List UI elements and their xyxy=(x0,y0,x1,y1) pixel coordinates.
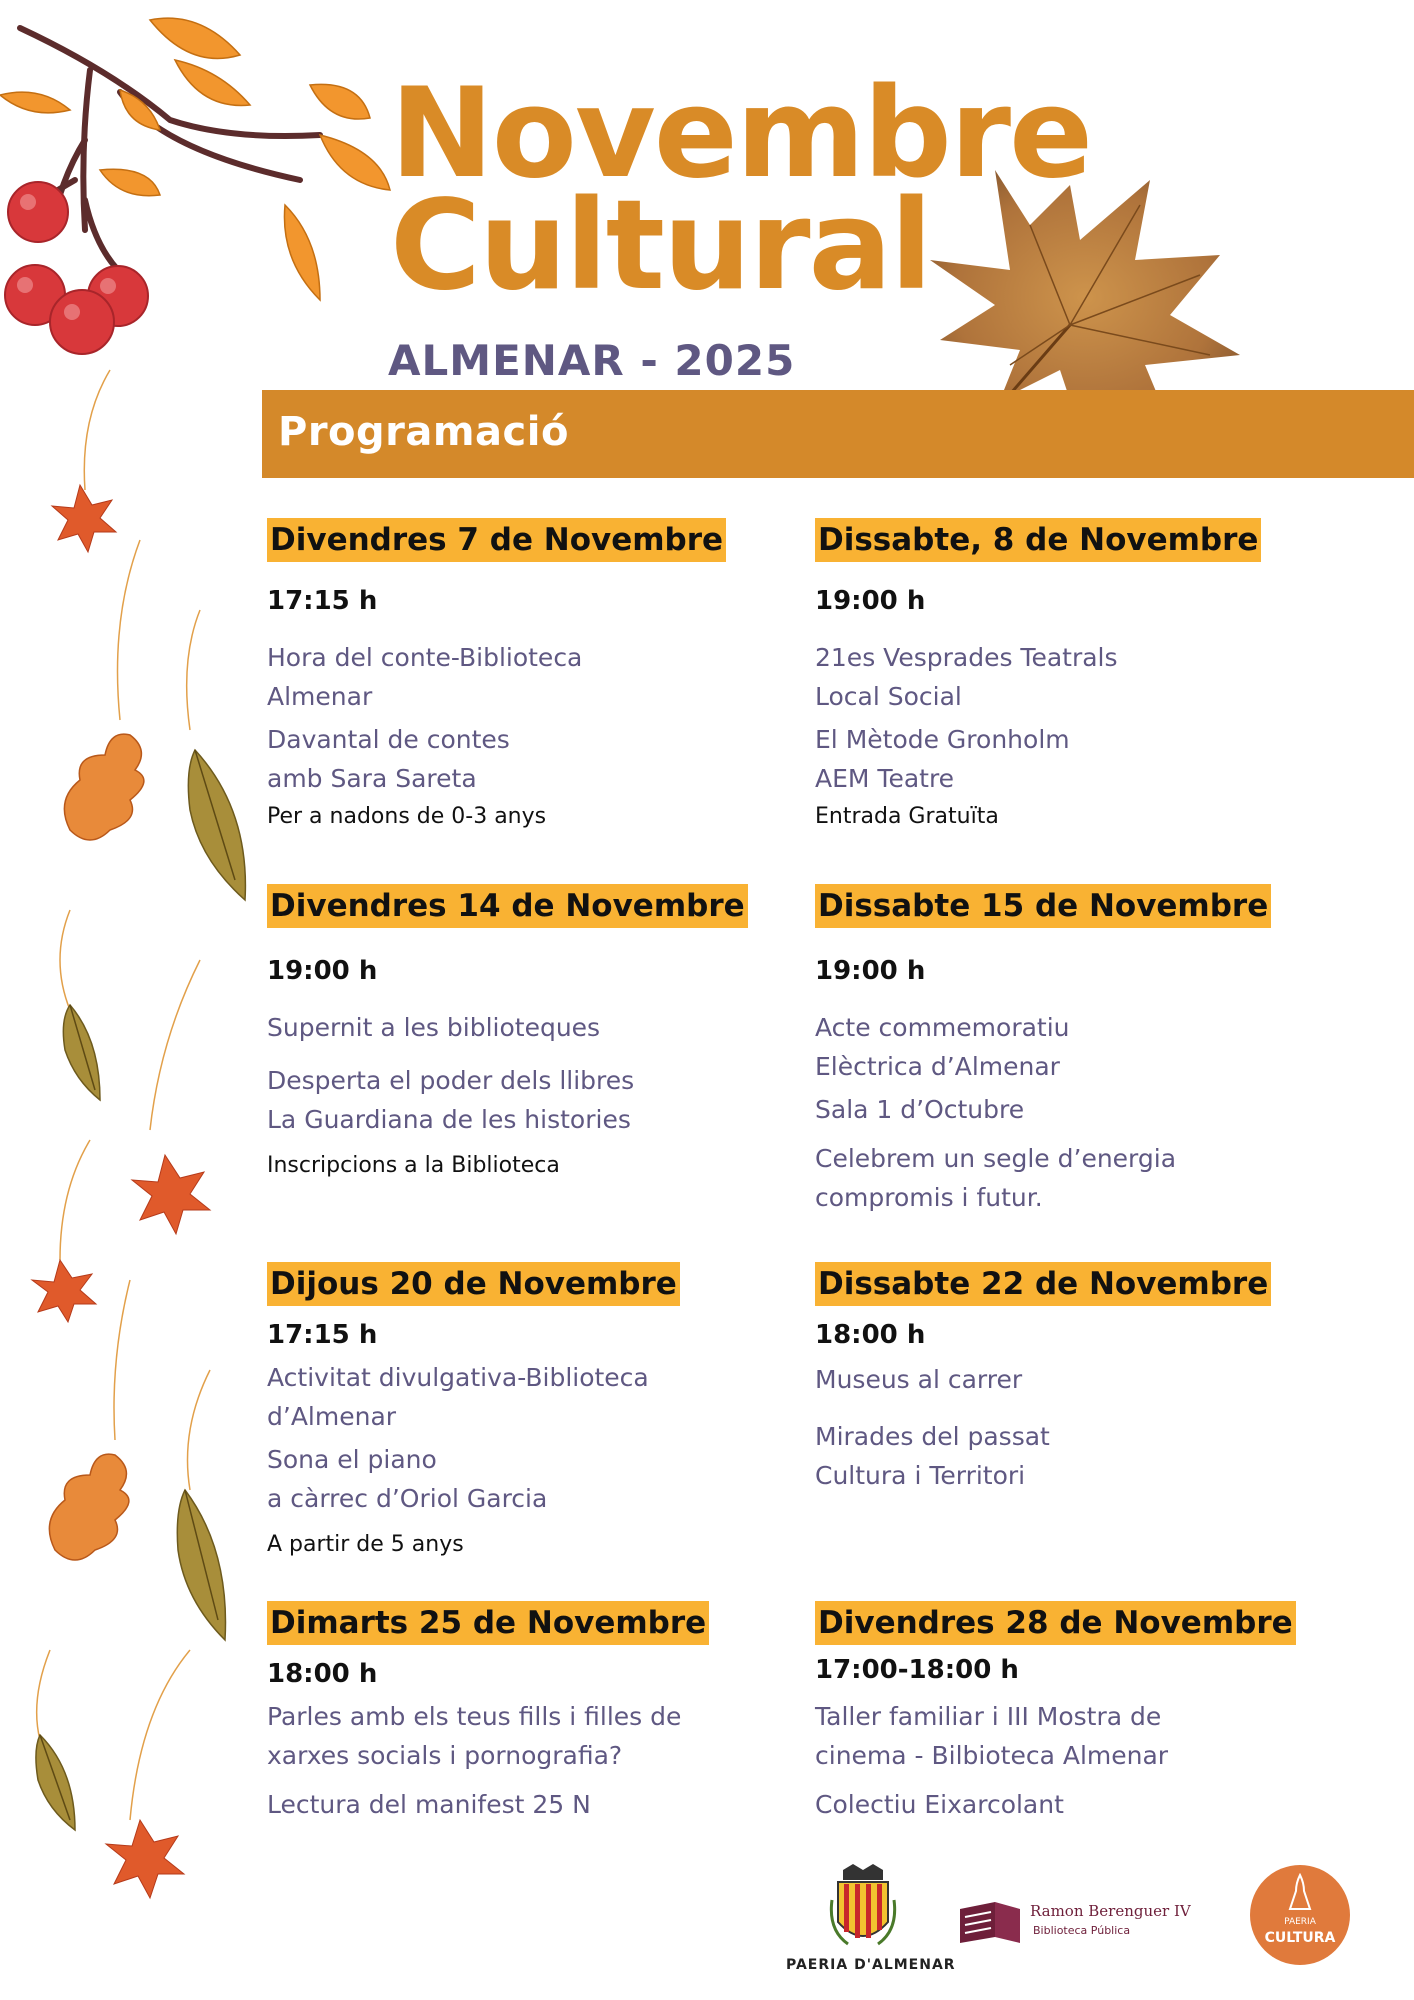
event-date: Divendres 28 de Novembre xyxy=(815,1601,1296,1645)
event-block xyxy=(815,518,1335,829)
event-line: Davantal de contes xyxy=(267,725,510,754)
paeria-label: PAERIA D'ALMENAR xyxy=(786,1957,956,1973)
event-date: Divendres 14 de Novembre xyxy=(267,884,748,928)
event-block xyxy=(815,1262,1335,1495)
event-date: Divendres 7 de Novembre xyxy=(267,518,726,562)
event-line: Supernit a les biblioteques xyxy=(267,1013,601,1042)
event-time: 19:00 h xyxy=(815,956,926,986)
event-line: compromis i futur. xyxy=(815,1183,1043,1212)
event-time: 17:15 h xyxy=(267,586,378,616)
event-time: 18:00 h xyxy=(815,1320,926,1350)
event-date: Dijous 20 de Novembre xyxy=(267,1262,680,1306)
event-note: A partir de 5 anys xyxy=(267,1532,464,1557)
event-line: Acte commemoratiu xyxy=(815,1013,1070,1042)
event-date: Dissabte 15 de Novembre xyxy=(815,884,1271,928)
event-date: Dimarts 25 de Novembre xyxy=(267,1601,709,1645)
event-line: Local Social xyxy=(815,682,962,711)
event-line: Parles amb els teus fills i filles de xyxy=(267,1702,682,1731)
event-note: Per a nadons de 0-3 anys xyxy=(267,804,547,829)
event-date: Dissabte 22 de Novembre xyxy=(815,1262,1271,1306)
event-line: Hora del conte-Biblioteca xyxy=(267,643,583,672)
cultura-logo-top: PAERIA xyxy=(1284,1917,1316,1927)
falling-leaves-decoration xyxy=(0,360,260,1980)
event-line: Colectiu Eixarcolant xyxy=(815,1790,1064,1819)
program-banner-label: Programació xyxy=(278,409,569,455)
event-line: Almenar xyxy=(267,682,373,711)
event-time: 19:00 h xyxy=(815,586,926,616)
event-time: 17:00-18:00 h xyxy=(815,1655,1019,1685)
event-line: cinema - Bilbioteca Almenar xyxy=(815,1741,1169,1770)
event-line: amb Sara Sareta xyxy=(267,764,477,793)
subtitle: ALMENAR - 2025 xyxy=(388,336,796,385)
event-time: 17:15 h xyxy=(267,1320,378,1350)
event-line: Desperta el poder dels llibres xyxy=(267,1066,635,1095)
event-line: Cultura i Territori xyxy=(815,1461,1026,1490)
event-note: Entrada Gratuïta xyxy=(815,804,999,829)
event-time: 19:00 h xyxy=(267,956,378,986)
library-name: Ramon Berenguer IV xyxy=(1030,1902,1191,1920)
event-line: Sala 1 d’Octubre xyxy=(815,1095,1025,1124)
event-block xyxy=(267,884,787,1178)
event-line: xarxes socials i pornografia? xyxy=(267,1741,623,1770)
event-line: Sona el piano xyxy=(267,1445,437,1474)
event-time: 18:00 h xyxy=(267,1659,378,1689)
event-block xyxy=(815,884,1335,1217)
event-date: Dissabte, 8 de Novembre xyxy=(815,518,1261,562)
event-block xyxy=(267,1262,787,1557)
event-line: Activitat divulgativa-Biblioteca xyxy=(267,1363,649,1392)
event-block xyxy=(267,518,787,829)
event-note: Inscripcions a la Biblioteca xyxy=(267,1153,560,1178)
event-line: Elèctrica d’Almenar xyxy=(815,1052,1060,1081)
cultura-logo-bottom: CULTURA xyxy=(1264,1930,1336,1946)
event-line: d’Almenar xyxy=(267,1402,397,1431)
event-line: 21es Vesprades Teatrals xyxy=(815,643,1118,672)
berry-branch-decoration xyxy=(0,0,400,370)
almenar-coat-of-arms-logo xyxy=(828,1860,898,1952)
event-line: La Guardiana de les histories xyxy=(267,1105,631,1134)
event-line: a càrrec d’Oriol Garcia xyxy=(267,1484,548,1513)
event-line: AEM Teatre xyxy=(815,764,955,793)
event-line: Taller familiar i III Mostra de xyxy=(815,1702,1162,1731)
event-line: Celebrem un segle d’energia xyxy=(815,1144,1177,1173)
title-line-2: Cultural xyxy=(390,174,931,318)
event-line: Mirades del passat xyxy=(815,1422,1050,1451)
library-book-icon xyxy=(955,1897,1025,1947)
event-line: Lectura del manifest 25 N xyxy=(267,1790,591,1819)
event-block xyxy=(267,1601,787,1824)
library-subtitle: Biblioteca Pública xyxy=(1033,1924,1131,1937)
event-line: El Mètode Gronholm xyxy=(815,725,1070,754)
event-line: Museus al carrer xyxy=(815,1365,1023,1394)
cultura-figure-icon xyxy=(1282,1873,1318,1913)
event-block xyxy=(815,1601,1335,1824)
title-line-1: Novembre xyxy=(390,62,1092,206)
